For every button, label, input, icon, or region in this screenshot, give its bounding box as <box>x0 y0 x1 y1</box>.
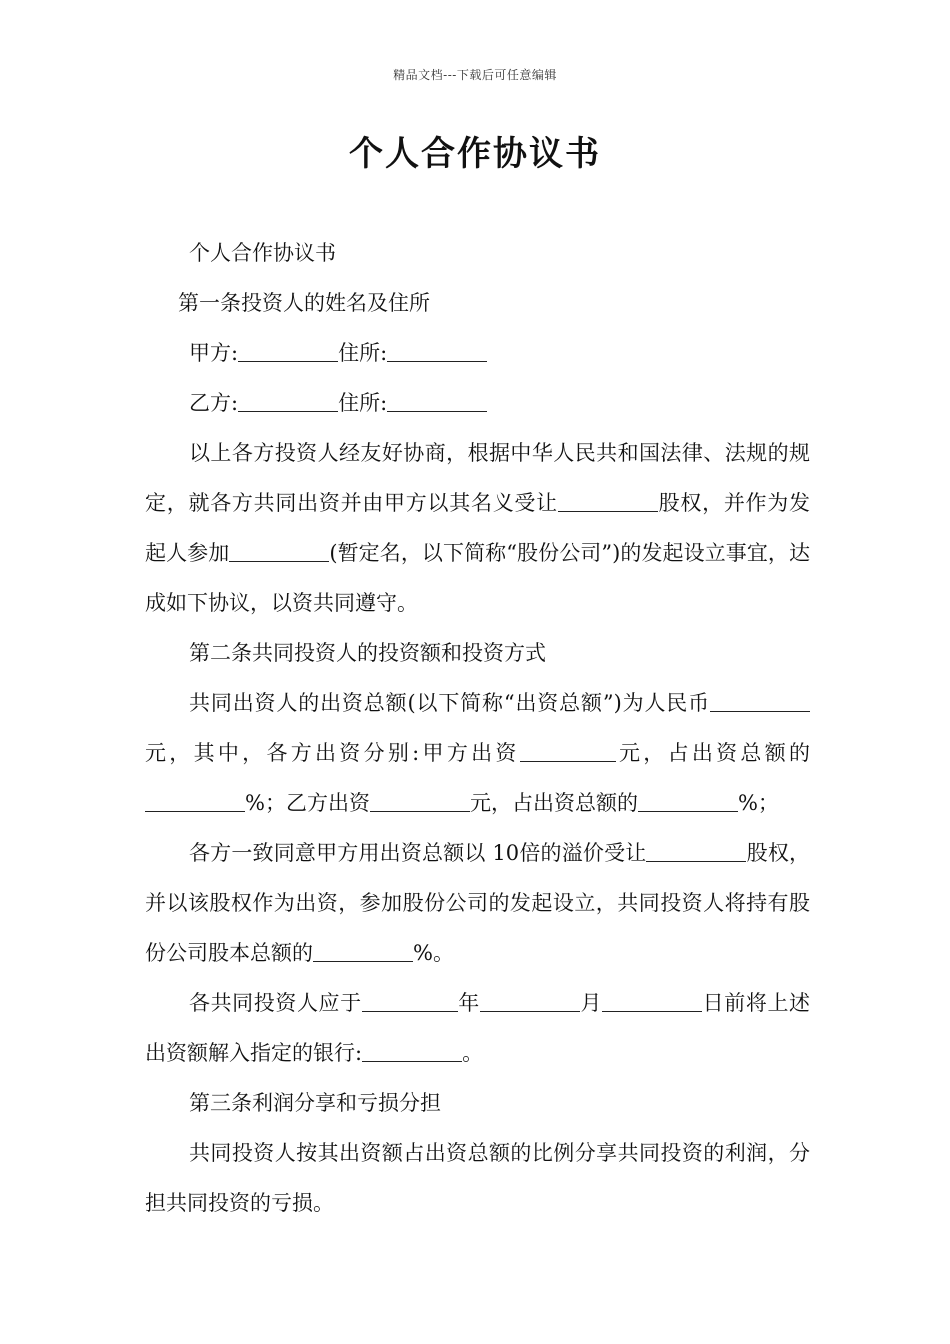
company-name-blank <box>229 537 329 562</box>
document-body <box>145 228 810 1228</box>
party-b-percent-blank <box>638 787 738 812</box>
text-segment: 。 <box>462 1041 484 1065</box>
day-blank <box>602 987 702 1012</box>
article-2-paragraph-3 <box>145 978 810 1078</box>
document-title: 个人合作协议书 <box>349 134 601 174</box>
party-a-address-label: 住所: <box>338 341 388 365</box>
party-b-line <box>145 378 810 428</box>
transfer-equity-blank <box>646 837 746 862</box>
party-a-line <box>145 328 810 378</box>
total-amount-blank-cont <box>766 687 810 712</box>
party-b-amount-blank <box>370 787 470 812</box>
article-2-heading: 第二条共同投资人的投资额和投资方式 <box>189 641 546 665</box>
text-segment: (暂定名，以下简称“股份公司”)的发起设立事宜，达成如下协议，以资共同遵守。 <box>145 541 811 615</box>
text-segment: %； <box>737 791 779 815</box>
party-a-address-blank <box>387 337 487 362</box>
article-1-paragraph <box>145 428 810 628</box>
text-segment: 年 <box>457 991 480 1015</box>
equity-blank <box>558 487 658 512</box>
text-segment: %。 <box>413 941 454 965</box>
text-segment: 元，占出资总额的 <box>615 741 811 765</box>
page-header: 精品文档---下载后可任意编辑 <box>393 68 557 82</box>
text-segment: 元，占出资总额的 <box>469 791 638 815</box>
text-segment: 元，其中，各方出资分别:甲方出资 <box>145 741 520 765</box>
party-b-address-blank <box>387 387 487 412</box>
bank-blank <box>362 1037 462 1062</box>
share-percent-blank <box>313 937 413 962</box>
total-amount-blank <box>710 687 766 712</box>
article-3-paragraph: 共同投资人按其出资额占出资总额的比例分享共同投资的利润，分担共同投资的亏损。 <box>145 1141 810 1215</box>
text-segment: 股权，并作为发起人参加 <box>145 491 811 565</box>
text-segment: 各方一致同意甲方用出资总额以 10倍的溢价受让 <box>189 841 647 865</box>
text-segment: 各共同投资人应于 <box>189 991 362 1015</box>
text-segment: 共同出资人的出资总额(以下简称“出资总额”)为人民币 <box>189 691 710 715</box>
text-segment: 日前将上述出资额解入指定的银行: <box>145 991 811 1065</box>
party-b-label: 乙方: <box>189 391 239 415</box>
article-2-paragraph-1 <box>145 678 810 828</box>
year-blank <box>362 987 458 1012</box>
text-segment: 以上各方投资人经友好协商，根据中华人民共和国法律、法规的规定，就各方共同出资并由甲方以其名义受让 <box>145 441 810 515</box>
article-2-paragraph-2 <box>145 828 810 978</box>
party-a-name-blank <box>238 337 338 362</box>
party-b-address-label: 住所: <box>338 391 388 415</box>
article-1-heading: 第一条投资人的姓名及住所 <box>178 291 430 315</box>
month-blank <box>480 987 580 1012</box>
document-subtitle: 个人合作协议书 <box>189 241 336 265</box>
party-b-name-blank <box>238 387 338 412</box>
text-segment: %；乙方出资 <box>245 791 370 815</box>
text-segment: 月 <box>579 991 603 1015</box>
party-a-percent-blank <box>145 787 245 812</box>
party-a-amount-blank <box>520 737 616 762</box>
party-a-label: 甲方: <box>189 341 239 365</box>
text-segment: 股权，并以该股权作为出资，参加股份公司的发起设立，共同投资人将持有股份公司股本总额的 <box>145 841 811 965</box>
article-3-heading: 第三条利润分享和亏损分担 <box>189 1091 441 1115</box>
